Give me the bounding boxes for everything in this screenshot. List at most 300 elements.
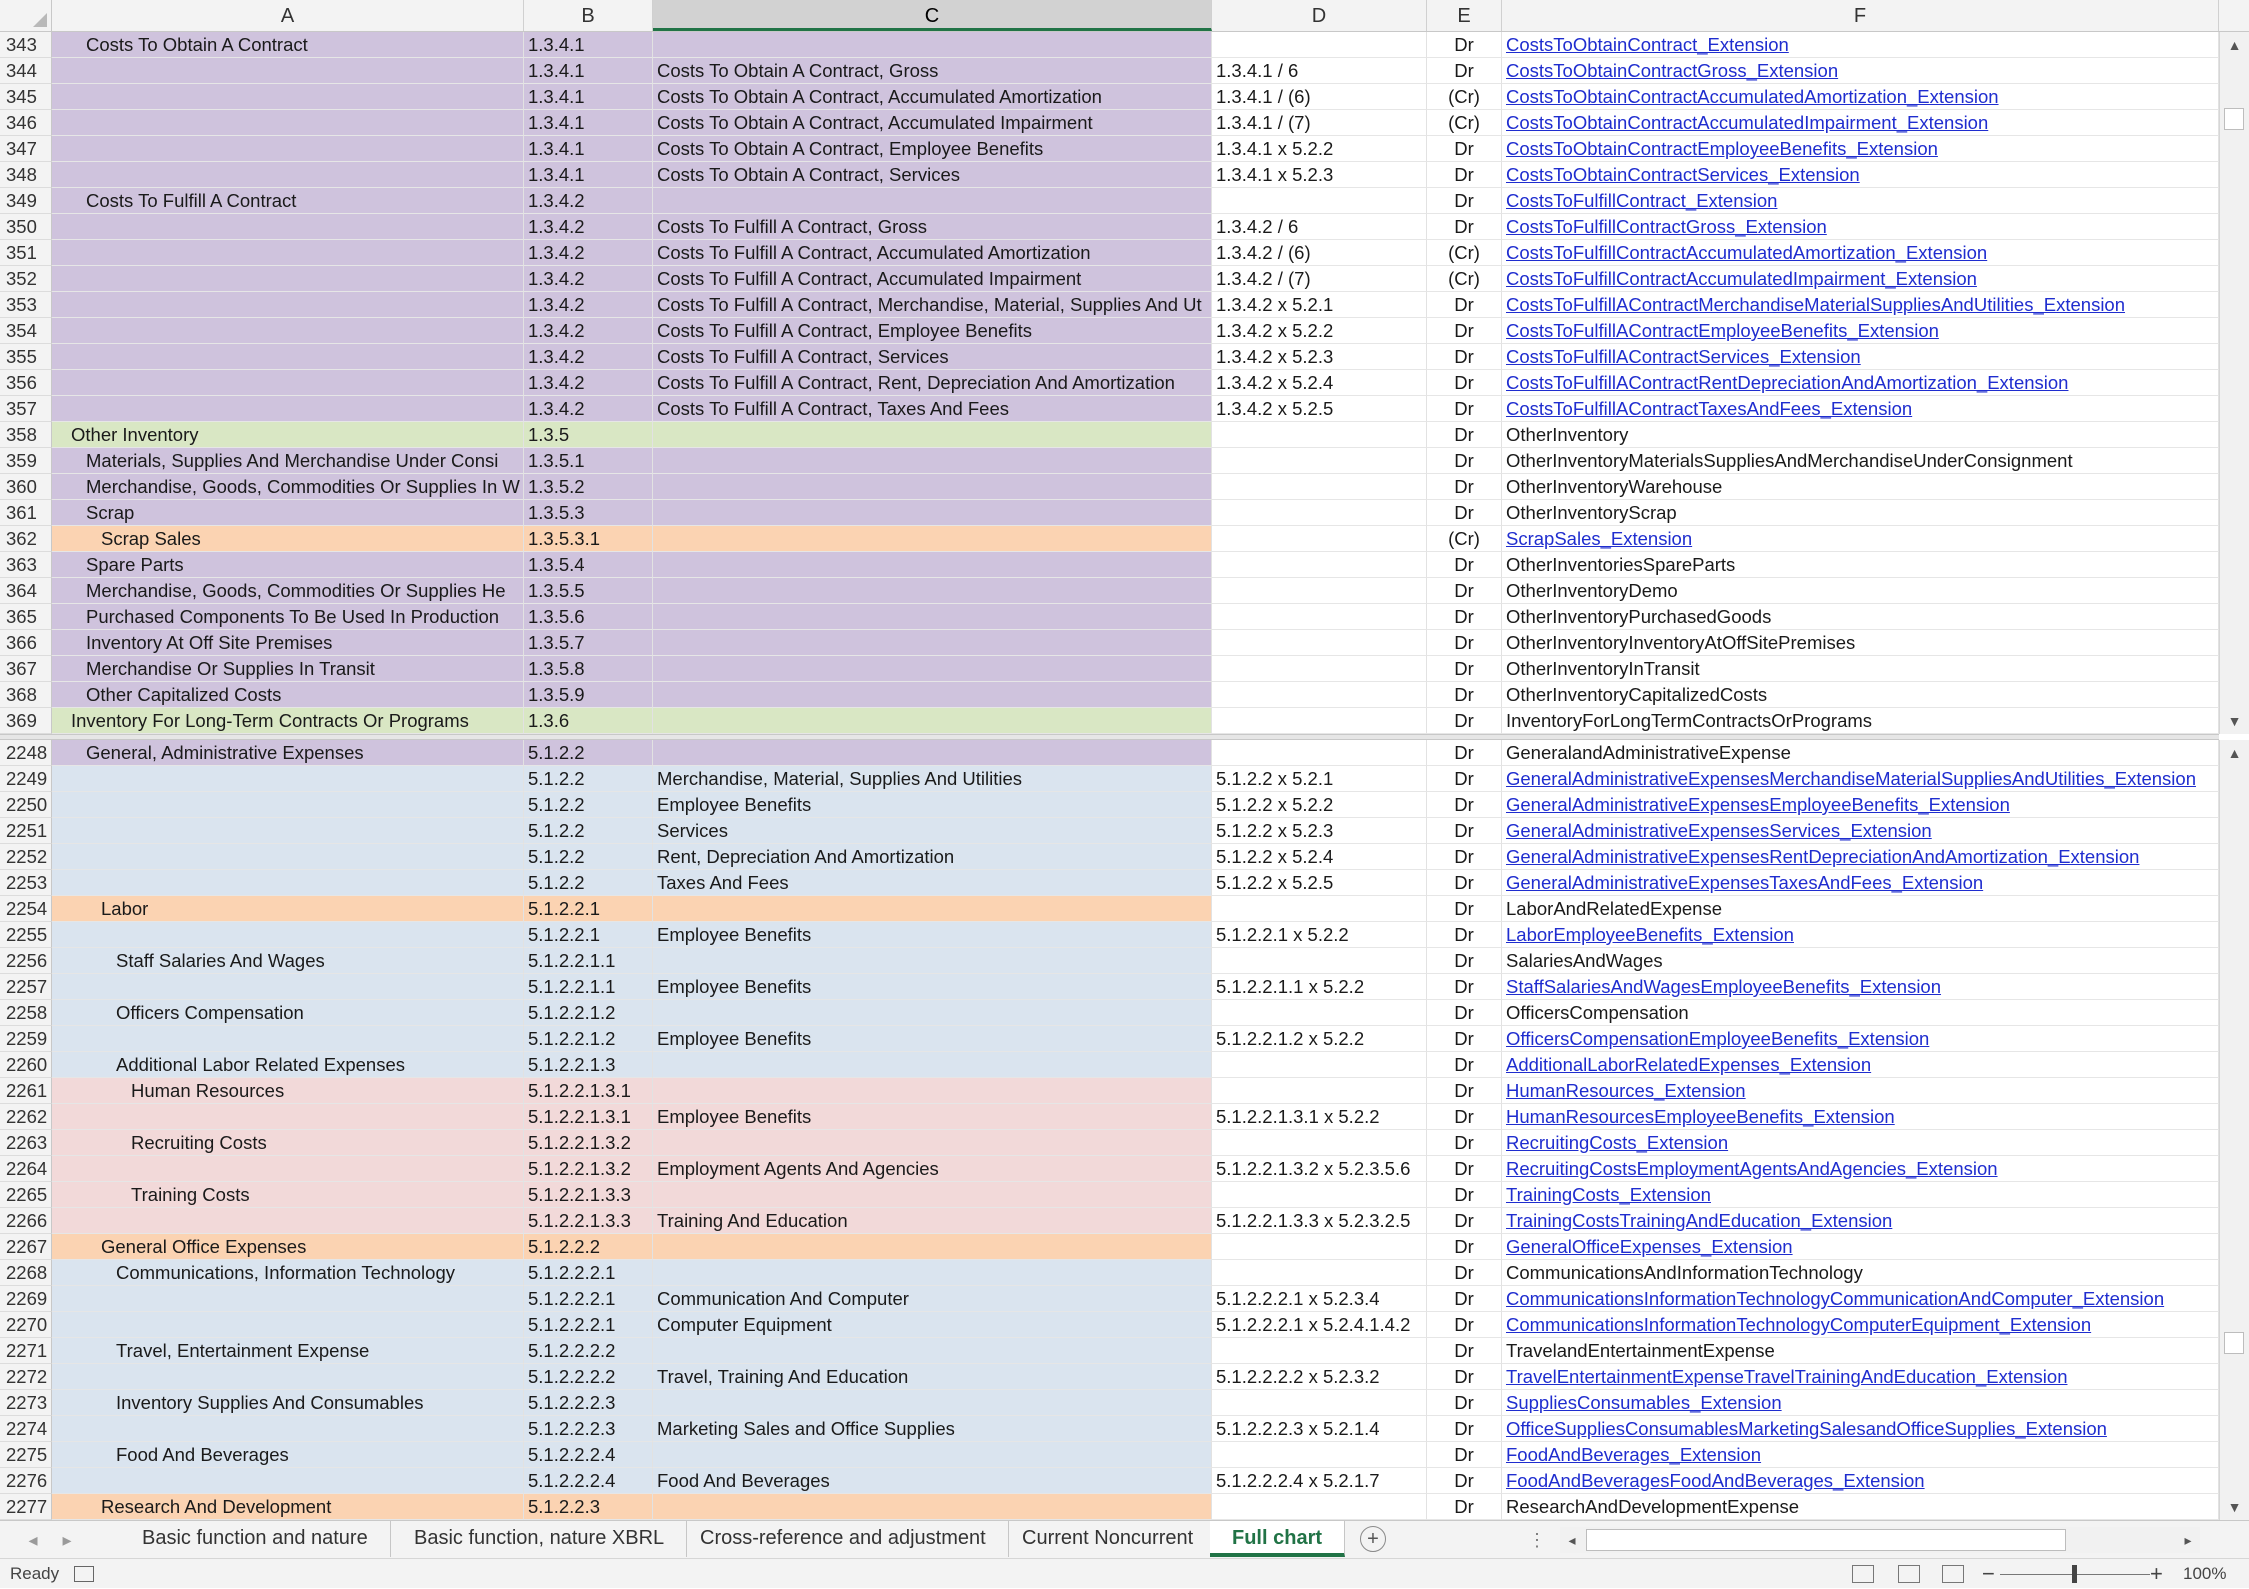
cell-d[interactable]: 5.1.2.2.1.3.2 x 5.2.3.5.6 (1212, 1156, 1427, 1182)
row-number[interactable]: 2271 (0, 1338, 52, 1364)
cell-f[interactable]: OtherInventoryDemo (1502, 578, 2219, 604)
cell-b[interactable]: 1.3.4.1 (524, 84, 653, 110)
row-number[interactable]: 2277 (0, 1494, 52, 1520)
cell-c[interactable]: Costs To Fulfill A Contract, Employee Benefits (653, 318, 1212, 344)
cell-e[interactable]: Dr (1427, 1442, 1502, 1468)
cell-c[interactable] (653, 578, 1212, 604)
cell-c[interactable] (653, 474, 1212, 500)
cell-f[interactable]: CostsToFulfillAContractServices_Extension (1502, 344, 2219, 370)
cell-e[interactable]: Dr (1427, 766, 1502, 792)
normal-view-icon[interactable] (1852, 1565, 1874, 1583)
cell-d[interactable] (1212, 682, 1427, 708)
cell-b[interactable]: 5.1.2.2.1.1 (524, 948, 653, 974)
row-number[interactable]: 361 (0, 500, 52, 526)
cell-d[interactable]: 5.1.2.2 x 5.2.3 (1212, 818, 1427, 844)
cell-f[interactable]: OfficersCompensation (1502, 1000, 2219, 1026)
row-number[interactable]: 2273 (0, 1390, 52, 1416)
cell-f[interactable]: OtherInventoryInTransit (1502, 656, 2219, 682)
cell-d[interactable] (1212, 526, 1427, 552)
cell-f[interactable]: TravelandEntertainmentExpense (1502, 1338, 2219, 1364)
row-number[interactable]: 364 (0, 578, 52, 604)
row-number[interactable]: 2252 (0, 844, 52, 870)
cell-c[interactable] (653, 1182, 1212, 1208)
cell-e[interactable]: Dr (1427, 162, 1502, 188)
cell-c[interactable] (653, 448, 1212, 474)
cell-d[interactable] (1212, 1442, 1427, 1468)
cell-c[interactable]: Costs To Fulfill A Contract, Rent, Depreciation And Amortization (653, 370, 1212, 396)
cell-f[interactable]: SuppliesConsumables_Extension (1502, 1390, 2219, 1416)
sheet-tab-current-noncurrent[interactable]: Current Noncurrent (1000, 1521, 1216, 1557)
cell-d[interactable]: 5.1.2.2 x 5.2.1 (1212, 766, 1427, 792)
cell-c[interactable] (653, 1000, 1212, 1026)
cell-f[interactable]: StaffSalariesAndWagesEmployeeBenefits_Extension (1502, 974, 2219, 1000)
cell-a[interactable] (52, 266, 524, 292)
cell-b[interactable]: 5.1.2.2.2.3 (524, 1416, 653, 1442)
scroll-thumb[interactable] (1586, 1529, 2066, 1551)
row-number[interactable]: 359 (0, 448, 52, 474)
cell-b[interactable]: 5.1.2.2.1.3.3 (524, 1182, 653, 1208)
scroll-up-icon[interactable]: ▲ (2227, 37, 2242, 53)
row-number[interactable]: 2276 (0, 1468, 52, 1494)
cell-e[interactable]: Dr (1427, 58, 1502, 84)
row-number[interactable]: 2267 (0, 1234, 52, 1260)
cell-a[interactable]: Spare Parts (52, 552, 524, 578)
cell-a[interactable] (52, 818, 524, 844)
cell-c[interactable]: Costs To Obtain A Contract, Services (653, 162, 1212, 188)
cell-e[interactable]: Dr (1427, 500, 1502, 526)
row-number[interactable]: 2259 (0, 1026, 52, 1052)
cell-a[interactable] (52, 766, 524, 792)
cell-d[interactable] (1212, 500, 1427, 526)
cell-e[interactable]: Dr (1427, 1494, 1502, 1520)
cell-a[interactable] (52, 396, 524, 422)
cell-b[interactable]: 5.1.2.2.2.1 (524, 1286, 653, 1312)
cell-e[interactable]: Dr (1427, 792, 1502, 818)
cell-f[interactable]: OtherInventory (1502, 422, 2219, 448)
cell-b[interactable]: 1.3.6 (524, 708, 653, 734)
row-number[interactable]: 369 (0, 708, 52, 734)
cell-a[interactable] (52, 974, 524, 1000)
cell-c[interactable]: Costs To Fulfill A Contract, Gross (653, 214, 1212, 240)
cell-c[interactable] (653, 1130, 1212, 1156)
cell-d[interactable]: 5.1.2.2.1.1 x 5.2.2 (1212, 974, 1427, 1000)
cell-c[interactable] (653, 1442, 1212, 1468)
cell-e[interactable]: Dr (1427, 1234, 1502, 1260)
row-number[interactable]: 2272 (0, 1364, 52, 1390)
cell-a[interactable] (52, 136, 524, 162)
cell-a[interactable]: Human Resources (52, 1078, 524, 1104)
cell-d[interactable] (1212, 896, 1427, 922)
cell-f[interactable]: GeneralAdministrativeExpensesEmployeeBenefits_Extension (1502, 792, 2219, 818)
cell-d[interactable] (1212, 422, 1427, 448)
cell-e[interactable]: Dr (1427, 396, 1502, 422)
cell-e[interactable]: (Cr) (1427, 110, 1502, 136)
row-number[interactable]: 2263 (0, 1130, 52, 1156)
cell-c[interactable] (653, 32, 1212, 58)
cell-d[interactable] (1212, 1052, 1427, 1078)
cell-b[interactable]: 1.3.4.2 (524, 344, 653, 370)
cell-c[interactable]: Employee Benefits (653, 1026, 1212, 1052)
cell-b[interactable]: 5.1.2.2.2.3 (524, 1390, 653, 1416)
row-number[interactable]: 357 (0, 396, 52, 422)
cell-a[interactable]: Research And Development (52, 1494, 524, 1520)
row-number[interactable]: 360 (0, 474, 52, 500)
cell-b[interactable]: 5.1.2.2.1.2 (524, 1026, 653, 1052)
row-number[interactable]: 2250 (0, 792, 52, 818)
cell-c[interactable] (653, 948, 1212, 974)
grid-pane-top[interactable] (0, 32, 2219, 734)
cell-d[interactable]: 1.3.4.2 / 6 (1212, 214, 1427, 240)
cell-c[interactable] (653, 1390, 1212, 1416)
cell-d[interactable] (1212, 1234, 1427, 1260)
cell-c[interactable] (653, 1494, 1212, 1520)
cell-a[interactable]: Other Inventory (52, 422, 524, 448)
cell-b[interactable]: 5.1.2.2 (524, 792, 653, 818)
row-number[interactable]: 2248 (0, 740, 52, 766)
zoom-level[interactable]: 100% (2183, 1564, 2227, 1583)
row-number[interactable]: 365 (0, 604, 52, 630)
cell-d[interactable]: 5.1.2.2 x 5.2.5 (1212, 870, 1427, 896)
cell-a[interactable]: Merchandise Or Supplies In Transit (52, 656, 524, 682)
cell-b[interactable]: 5.1.2.2 (524, 818, 653, 844)
cell-f[interactable]: OtherInventoryWarehouse (1502, 474, 2219, 500)
cell-b[interactable]: 1.3.4.1 (524, 162, 653, 188)
cell-f[interactable]: ResearchAndDevelopmentExpense (1502, 1494, 2219, 1520)
cell-b[interactable]: 5.1.2.2.1.1 (524, 974, 653, 1000)
cell-e[interactable]: Dr (1427, 32, 1502, 58)
cell-e[interactable]: Dr (1427, 896, 1502, 922)
scroll-right-icon[interactable]: ▸ (2184, 1532, 2192, 1548)
cell-d[interactable]: 5.1.2.2.2.2 x 5.2.3.2 (1212, 1364, 1427, 1390)
column-header-a[interactable]: A (52, 0, 524, 31)
cell-a[interactable] (52, 110, 524, 136)
cell-a[interactable]: Purchased Components To Be Used In Production (52, 604, 524, 630)
cell-f[interactable]: CostsToFulfillContractAccumulatedAmortization_Extension (1502, 240, 2219, 266)
column-header-c[interactable]: C (653, 0, 1212, 31)
cell-e[interactable]: Dr (1427, 1000, 1502, 1026)
cell-f[interactable]: GeneralAdministrativeExpensesMerchandiseMaterialSuppliesAndUtilities_Extension (1502, 766, 2219, 792)
row-number[interactable]: 368 (0, 682, 52, 708)
cell-c[interactable]: Computer Equipment (653, 1312, 1212, 1338)
cell-d[interactable]: 1.3.4.2 / (7) (1212, 266, 1427, 292)
cell-b[interactable]: 1.3.5.7 (524, 630, 653, 656)
cell-e[interactable]: Dr (1427, 708, 1502, 734)
row-number[interactable]: 367 (0, 656, 52, 682)
cell-e[interactable]: Dr (1427, 136, 1502, 162)
cell-b[interactable]: 1.3.5.4 (524, 552, 653, 578)
cell-f[interactable]: GeneralandAdministrativeExpense (1502, 740, 2219, 766)
cell-f[interactable]: CostsToFulfillContract_Extension (1502, 188, 2219, 214)
cell-b[interactable]: 5.1.2.2 (524, 766, 653, 792)
cell-b[interactable]: 5.1.2.2 (524, 870, 653, 896)
cell-e[interactable]: Dr (1427, 604, 1502, 630)
cell-b[interactable]: 1.3.4.2 (524, 396, 653, 422)
cell-c[interactable]: Training And Education (653, 1208, 1212, 1234)
cell-a[interactable] (52, 370, 524, 396)
row-number[interactable]: 2268 (0, 1260, 52, 1286)
cell-c[interactable]: Employee Benefits (653, 922, 1212, 948)
cell-f[interactable]: CostsToObtainContract_Extension (1502, 32, 2219, 58)
cell-d[interactable] (1212, 474, 1427, 500)
scroll-thumb[interactable] (2224, 1332, 2244, 1354)
cell-a[interactable]: Costs To Obtain A Contract (52, 32, 524, 58)
cell-b[interactable]: 1.3.4.1 (524, 32, 653, 58)
row-number[interactable]: 2257 (0, 974, 52, 1000)
cell-a[interactable] (52, 1156, 524, 1182)
zoom-in-icon[interactable]: + (2150, 1561, 2163, 1586)
sheet-tab-basic-function-nature[interactable]: Basic function and nature (120, 1521, 391, 1557)
cell-f[interactable]: LaborEmployeeBenefits_Extension (1502, 922, 2219, 948)
cell-b[interactable]: 1.3.4.1 (524, 110, 653, 136)
row-number[interactable]: 353 (0, 292, 52, 318)
column-header-d[interactable]: D (1212, 0, 1427, 31)
cell-a[interactable]: Materials, Supplies And Merchandise Under Consi (52, 448, 524, 474)
cell-d[interactable]: 5.1.2.2.2.1 x 5.2.4.1.4.2 (1212, 1312, 1427, 1338)
cell-e[interactable]: Dr (1427, 656, 1502, 682)
cell-d[interactable]: 5.1.2.2.1.2 x 5.2.2 (1212, 1026, 1427, 1052)
cell-a[interactable] (52, 318, 524, 344)
cell-e[interactable]: Dr (1427, 818, 1502, 844)
cell-d[interactable]: 5.1.2.2.1 x 5.2.2 (1212, 922, 1427, 948)
cell-d[interactable] (1212, 188, 1427, 214)
row-number[interactable]: 2251 (0, 818, 52, 844)
cell-b[interactable]: 1.3.5.8 (524, 656, 653, 682)
cell-f[interactable]: OtherInventoryInventoryAtOffSitePremises (1502, 630, 2219, 656)
cell-d[interactable]: 5.1.2.2.2.1 x 5.2.3.4 (1212, 1286, 1427, 1312)
cell-b[interactable]: 5.1.2.2.1.3.1 (524, 1078, 653, 1104)
cell-f[interactable]: OtherInventoryPurchasedGoods (1502, 604, 2219, 630)
cell-c[interactable] (653, 708, 1212, 734)
cell-c[interactable]: Costs To Obtain A Contract, Accumulated Amortization (653, 84, 1212, 110)
cell-f[interactable]: GeneralOfficeExpenses_Extension (1502, 1234, 2219, 1260)
cell-c[interactable]: Employee Benefits (653, 1104, 1212, 1130)
cell-d[interactable]: 1.3.4.1 / (7) (1212, 110, 1427, 136)
cell-e[interactable]: Dr (1427, 1052, 1502, 1078)
cell-a[interactable] (52, 58, 524, 84)
cell-a[interactable] (52, 1468, 524, 1494)
cell-c[interactable]: Travel, Training And Education (653, 1364, 1212, 1390)
cell-e[interactable]: Dr (1427, 344, 1502, 370)
cell-b[interactable]: 1.3.5.9 (524, 682, 653, 708)
cell-c[interactable] (653, 896, 1212, 922)
cell-e[interactable]: Dr (1427, 1286, 1502, 1312)
cell-d[interactable] (1212, 1130, 1427, 1156)
row-number[interactable]: 349 (0, 188, 52, 214)
row-number[interactable]: 2255 (0, 922, 52, 948)
cell-d[interactable] (1212, 948, 1427, 974)
cell-f[interactable]: FoodAndBeveragesFoodAndBeverages_Extension (1502, 1468, 2219, 1494)
cell-d[interactable] (1212, 708, 1427, 734)
scroll-left-icon[interactable]: ◂ (1568, 1532, 1576, 1548)
cell-e[interactable]: Dr (1427, 740, 1502, 766)
cell-c[interactable] (653, 630, 1212, 656)
cell-b[interactable]: 5.1.2.2.2.4 (524, 1468, 653, 1494)
cell-f[interactable]: HumanResourcesEmployeeBenefits_Extension (1502, 1104, 2219, 1130)
cell-d[interactable] (1212, 740, 1427, 766)
zoom-out-icon[interactable]: − (1982, 1561, 1995, 1586)
cell-c[interactable]: Costs To Obtain A Contract, Gross (653, 58, 1212, 84)
cell-d[interactable] (1212, 1078, 1427, 1104)
cell-f[interactable]: GeneralAdministrativeExpensesServices_Extension (1502, 818, 2219, 844)
cell-b[interactable]: 1.3.5.5 (524, 578, 653, 604)
cell-b[interactable]: 1.3.4.2 (524, 370, 653, 396)
cell-b[interactable]: 5.1.2.2.1.3.1 (524, 1104, 653, 1130)
cell-a[interactable] (52, 922, 524, 948)
cell-f[interactable]: OtherInventoryScrap (1502, 500, 2219, 526)
cell-c[interactable]: Costs To Fulfill A Contract, Services (653, 344, 1212, 370)
cell-a[interactable] (52, 1416, 524, 1442)
cell-b[interactable]: 5.1.2.2.1.3.2 (524, 1130, 653, 1156)
cell-d[interactable]: 5.1.2.2 x 5.2.4 (1212, 844, 1427, 870)
cell-e[interactable]: Dr (1427, 474, 1502, 500)
macro-record-icon[interactable] (74, 1566, 94, 1582)
cell-f[interactable]: TravelEntertainmentExpenseTravelTrainingAndEducation_Extension (1502, 1364, 2219, 1390)
cell-a[interactable]: Officers Compensation (52, 1000, 524, 1026)
page-break-view-icon[interactable] (1942, 1565, 1964, 1583)
cell-f[interactable]: CostsToFulfillAContractTaxesAndFees_Extension (1502, 396, 2219, 422)
cell-d[interactable] (1212, 1260, 1427, 1286)
cell-f[interactable]: TrainingCosts_Extension (1502, 1182, 2219, 1208)
row-number[interactable]: 2264 (0, 1156, 52, 1182)
cell-c[interactable]: Costs To Fulfill A Contract, Merchandise, Material, Supplies And Ut (653, 292, 1212, 318)
cell-e[interactable]: Dr (1427, 448, 1502, 474)
cell-e[interactable]: Dr (1427, 370, 1502, 396)
cell-f[interactable]: InventoryForLongTermContractsOrPrograms (1502, 708, 2219, 734)
row-number[interactable]: 352 (0, 266, 52, 292)
cell-d[interactable]: 1.3.4.1 / (6) (1212, 84, 1427, 110)
row-number[interactable]: 356 (0, 370, 52, 396)
cell-d[interactable] (1212, 604, 1427, 630)
row-number[interactable]: 2256 (0, 948, 52, 974)
cell-f[interactable]: OfficersCompensationEmployeeBenefits_Extension (1502, 1026, 2219, 1052)
row-number[interactable]: 2269 (0, 1286, 52, 1312)
cell-d[interactable]: 1.3.4.1 x 5.2.2 (1212, 136, 1427, 162)
row-number[interactable]: 2265 (0, 1182, 52, 1208)
cell-a[interactable] (52, 162, 524, 188)
cell-a[interactable]: Inventory At Off Site Premises (52, 630, 524, 656)
cell-b[interactable]: 1.3.5.6 (524, 604, 653, 630)
row-number[interactable]: 2270 (0, 1312, 52, 1338)
cell-a[interactable] (52, 1364, 524, 1390)
row-number[interactable]: 350 (0, 214, 52, 240)
cell-f[interactable]: CostsToFulfillAContractMerchandiseMaterialSuppliesAndUtilities_Extension (1502, 292, 2219, 318)
cell-b[interactable]: 5.1.2.2.2 (524, 1234, 653, 1260)
cell-a[interactable]: Inventory For Long-Term Contracts Or Programs (52, 708, 524, 734)
cell-d[interactable]: 5.1.2.2.2.3 x 5.2.1.4 (1212, 1416, 1427, 1442)
cell-e[interactable]: Dr (1427, 630, 1502, 656)
cell-d[interactable] (1212, 552, 1427, 578)
cell-c[interactable]: Food And Beverages (653, 1468, 1212, 1494)
cell-b[interactable]: 1.3.4.2 (524, 292, 653, 318)
row-number[interactable]: 355 (0, 344, 52, 370)
cell-a[interactable] (52, 1104, 524, 1130)
cell-a[interactable]: Travel, Entertainment Expense (52, 1338, 524, 1364)
cell-f[interactable]: CostsToFulfillAContractEmployeeBenefits_Extension (1502, 318, 2219, 344)
cell-e[interactable]: Dr (1427, 188, 1502, 214)
row-number[interactable]: 354 (0, 318, 52, 344)
cell-a[interactable]: Recruiting Costs (52, 1130, 524, 1156)
cell-b[interactable]: 1.3.4.2 (524, 188, 653, 214)
cell-b[interactable]: 1.3.5.1 (524, 448, 653, 474)
cell-d[interactable]: 1.3.4.2 x 5.2.3 (1212, 344, 1427, 370)
row-number[interactable]: 345 (0, 84, 52, 110)
cell-e[interactable]: Dr (1427, 1312, 1502, 1338)
cell-a[interactable]: Other Capitalized Costs (52, 682, 524, 708)
cell-f[interactable]: TrainingCostsTrainingAndEducation_Extension (1502, 1208, 2219, 1234)
cell-d[interactable]: 1.3.4.2 / (6) (1212, 240, 1427, 266)
cell-f[interactable]: GeneralAdministrativeExpensesRentDepreciationAndAmortization_Extension (1502, 844, 2219, 870)
cell-d[interactable] (1212, 1338, 1427, 1364)
row-number[interactable]: 343 (0, 32, 52, 58)
row-number[interactable]: 2253 (0, 870, 52, 896)
cell-b[interactable]: 1.3.4.2 (524, 240, 653, 266)
cell-e[interactable]: Dr (1427, 974, 1502, 1000)
cell-c[interactable]: Costs To Obtain A Contract, Accumulated Impairment (653, 110, 1212, 136)
cell-e[interactable]: (Cr) (1427, 84, 1502, 110)
row-number[interactable]: 2258 (0, 1000, 52, 1026)
cell-b[interactable]: 1.3.4.2 (524, 318, 653, 344)
cell-d[interactable]: 5.1.2.2 x 5.2.2 (1212, 792, 1427, 818)
scroll-up-icon[interactable]: ▲ (2227, 745, 2242, 761)
cell-a[interactable] (52, 844, 524, 870)
cell-f[interactable]: FoodAndBeverages_Extension (1502, 1442, 2219, 1468)
cell-e[interactable]: Dr (1427, 578, 1502, 604)
cell-f[interactable]: RecruitingCosts_Extension (1502, 1130, 2219, 1156)
cell-e[interactable]: Dr (1427, 922, 1502, 948)
row-number[interactable]: 2266 (0, 1208, 52, 1234)
row-number[interactable]: 362 (0, 526, 52, 552)
cell-a[interactable]: Training Costs (52, 1182, 524, 1208)
cell-a[interactable]: General, Administrative Expenses (52, 740, 524, 766)
cell-f[interactable]: CostsToFulfillContractGross_Extension (1502, 214, 2219, 240)
cell-a[interactable] (52, 870, 524, 896)
select-all-corner[interactable] (0, 0, 52, 31)
row-number[interactable]: 347 (0, 136, 52, 162)
cell-a[interactable] (52, 1026, 524, 1052)
row-number[interactable]: 363 (0, 552, 52, 578)
cell-b[interactable]: 5.1.2.2.1.2 (524, 1000, 653, 1026)
cell-f[interactable]: CommunicationsAndInformationTechnology (1502, 1260, 2219, 1286)
cell-e[interactable]: Dr (1427, 214, 1502, 240)
cell-e[interactable]: Dr (1427, 1260, 1502, 1286)
cell-c[interactable] (653, 1338, 1212, 1364)
cell-f[interactable]: AdditionalLaborRelatedExpenses_Extension (1502, 1052, 2219, 1078)
cell-c[interactable] (653, 500, 1212, 526)
cell-c[interactable] (653, 740, 1212, 766)
cell-b[interactable]: 5.1.2.2 (524, 740, 653, 766)
cell-c[interactable] (653, 1234, 1212, 1260)
cell-e[interactable]: Dr (1427, 870, 1502, 896)
cell-d[interactable] (1212, 1494, 1427, 1520)
cell-b[interactable]: 1.3.5.3 (524, 500, 653, 526)
next-sheet-icon[interactable]: ▸ (62, 1530, 72, 1550)
cell-b[interactable]: 5.1.2.2.2.2 (524, 1338, 653, 1364)
cell-f[interactable]: CostsToFulfillContractAccumulatedImpairment_Extension (1502, 266, 2219, 292)
page-layout-view-icon[interactable] (1898, 1565, 1920, 1583)
cell-d[interactable] (1212, 1390, 1427, 1416)
column-header-e[interactable]: E (1427, 0, 1502, 31)
cell-c[interactable]: Costs To Fulfill A Contract, Accumulated Amortization (653, 240, 1212, 266)
cell-b[interactable]: 1.3.5 (524, 422, 653, 448)
cell-a[interactable]: Merchandise, Goods, Commodities Or Supplies In W (52, 474, 524, 500)
cell-c[interactable] (653, 422, 1212, 448)
cell-e[interactable]: Dr (1427, 1364, 1502, 1390)
cell-c[interactable]: Services (653, 818, 1212, 844)
cell-e[interactable]: Dr (1427, 318, 1502, 344)
cell-d[interactable]: 1.3.4.2 x 5.2.5 (1212, 396, 1427, 422)
cell-a[interactable]: Scrap (52, 500, 524, 526)
cell-c[interactable]: Costs To Obtain A Contract, Employee Benefits (653, 136, 1212, 162)
